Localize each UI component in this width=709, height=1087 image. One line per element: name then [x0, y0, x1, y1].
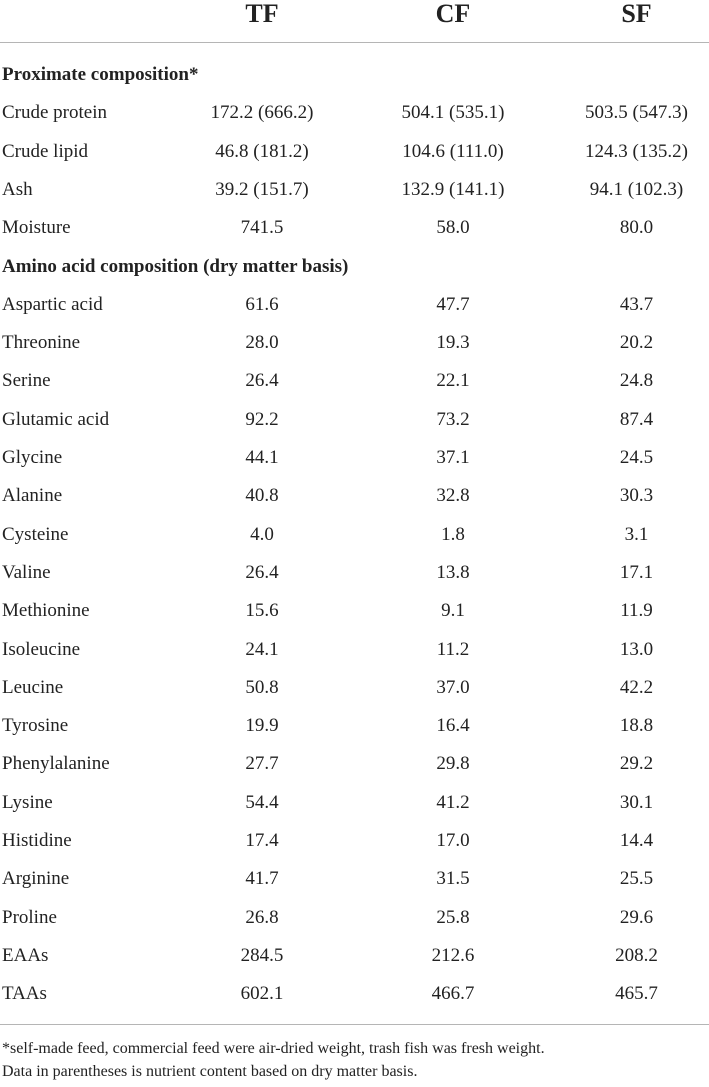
- cell-cf: 13.8: [436, 561, 470, 583]
- row-label: TAAs: [2, 983, 47, 1005]
- cell-tf: 172.2 (666.2): [210, 102, 314, 124]
- footnote: [2, 1037, 707, 1083]
- row-label: Isoleucine: [2, 638, 81, 660]
- cell-cf: 16.4: [436, 715, 470, 737]
- table-row: [0, 554, 709, 592]
- table-row: [0, 286, 709, 324]
- cell-sf: 30.3: [619, 485, 654, 507]
- table-row: [0, 592, 709, 630]
- row-label: Moisture: [2, 217, 71, 239]
- cell-tf: 92.2: [245, 408, 279, 430]
- footnote-line: Data in parentheses is nutrient content based on dry matter basis.: [2, 1063, 418, 1080]
- row-label: Proline: [2, 906, 57, 928]
- row-label: Leucine: [2, 676, 64, 698]
- cell-tf: 40.8: [245, 485, 279, 507]
- cell-sf: 24.8: [619, 370, 654, 392]
- row-label: Crude lipid: [2, 140, 89, 162]
- row-label: Glutamic acid: [2, 408, 110, 430]
- cell-cf: 25.8: [436, 906, 470, 928]
- cell-sf: 42.2: [619, 676, 654, 698]
- cell-sf: 80.0: [619, 217, 654, 239]
- row-label: Arginine: [2, 868, 70, 890]
- header-tf: TF: [245, 0, 279, 28]
- table-row: [0, 899, 709, 937]
- cell-sf: 24.5: [619, 447, 654, 468]
- cell-sf: 17.1: [619, 561, 654, 583]
- cell-cf: 104.6 (111.0): [402, 140, 504, 162]
- cell-sf: 13.0: [619, 638, 654, 660]
- table-row: [0, 975, 709, 1013]
- cell-sf: 87.4: [619, 408, 654, 430]
- cell-cf: 17.0: [436, 830, 470, 851]
- cell-sf: 18.8: [619, 715, 654, 737]
- header-sf: SF: [621, 0, 652, 28]
- row-label: Histidine: [2, 830, 72, 851]
- row-label: Lysine: [2, 791, 53, 813]
- cell-sf: 124.3 (135.2): [585, 140, 688, 162]
- cell-sf: 11.9: [620, 600, 653, 622]
- row-label: Serine: [2, 370, 51, 392]
- footnote-line: *self-made feed, commercial feed were air-dried weight, trash fish was fresh weight.: [2, 1040, 545, 1057]
- cell-tf: 15.6: [245, 600, 279, 622]
- cell-cf: 466.7: [431, 983, 475, 1005]
- cell-tf: 4.0: [250, 523, 274, 545]
- cell-cf: 32.8: [436, 485, 470, 507]
- cell-cf: 31.5: [436, 868, 470, 890]
- row-label: Cysteine: [2, 523, 69, 545]
- cell-tf: 28.0: [245, 332, 279, 354]
- table-row: [0, 94, 709, 132]
- table-row: [0, 324, 709, 362]
- cell-sf: 30.1: [619, 791, 654, 813]
- cell-tf: 284.5: [240, 944, 284, 966]
- cell-tf: 602.1: [240, 983, 284, 1005]
- row-label: Alanine: [2, 485, 63, 507]
- row-label: Phenylalanine: [2, 753, 110, 775]
- cell-tf: 54.4: [245, 791, 279, 813]
- cell-tf: 19.9: [245, 715, 279, 737]
- table-row: [0, 477, 709, 515]
- cell-sf: 20.2: [619, 332, 654, 354]
- row-label: Tyrosine: [2, 715, 69, 737]
- section-title: Amino acid composition (dry matter basis): [2, 255, 349, 277]
- cell-sf: 29.6: [619, 906, 654, 928]
- cell-cf: 212.6: [431, 944, 475, 966]
- row-label: Crude protein: [2, 102, 108, 124]
- cell-tf: 44.1: [245, 447, 279, 468]
- row-label: Methionine: [2, 600, 90, 622]
- cell-tf: 27.7: [245, 753, 279, 775]
- cell-tf: 41.7: [245, 868, 279, 890]
- cell-sf: 29.2: [619, 753, 654, 775]
- cell-sf: 25.5: [619, 868, 654, 890]
- table-row: [0, 516, 709, 554]
- cell-cf: 37.0: [436, 676, 470, 698]
- table-row: [0, 707, 709, 745]
- row-label: Glycine: [2, 447, 63, 468]
- cell-cf: 1.8: [441, 523, 465, 545]
- cell-cf: 504.1 (535.1): [401, 102, 505, 124]
- cell-tf: 26.8: [245, 906, 279, 928]
- table-row: [0, 669, 709, 707]
- cell-tf: 61.6: [245, 293, 279, 315]
- cell-tf: 741.5: [240, 217, 284, 239]
- cell-tf: 24.1: [245, 638, 279, 660]
- header-cf: CF: [435, 0, 471, 28]
- table-row: [0, 439, 709, 477]
- row-label: Valine: [2, 561, 51, 583]
- cell-cf: 41.2: [436, 791, 470, 813]
- table-row: [0, 937, 709, 975]
- cell-cf: 73.2: [436, 408, 470, 430]
- header-rule: [0, 42, 709, 43]
- cell-sf: 43.7: [619, 293, 654, 315]
- row-label: Aspartic acid: [2, 293, 103, 315]
- table-row: [0, 631, 709, 669]
- row-label: Threonine: [2, 332, 81, 354]
- table-row: [0, 784, 709, 822]
- row-label: Ash: [2, 178, 33, 200]
- cell-tf: 46.8 (181.2): [215, 140, 309, 162]
- table-row: [0, 209, 709, 247]
- cell-tf: 17.4: [245, 830, 279, 851]
- cell-tf: 26.4: [245, 370, 279, 392]
- cell-cf: 37.1: [436, 447, 470, 468]
- table-row: [0, 171, 709, 209]
- table-row: [0, 745, 709, 783]
- cell-tf: 39.2 (151.7): [215, 178, 309, 200]
- cell-sf: 94.1 (102.3): [589, 178, 684, 200]
- cell-cf: 19.3: [436, 332, 470, 354]
- table-row: [0, 822, 709, 860]
- section-heading: [0, 56, 709, 94]
- cell-cf: 9.1: [441, 600, 465, 622]
- cell-cf: 11.2: [436, 638, 470, 660]
- row-label: EAAs: [2, 944, 49, 966]
- section-heading: [0, 248, 709, 286]
- table-row: [0, 362, 709, 400]
- table-header: [0, 0, 709, 42]
- table-row: [0, 401, 709, 439]
- section-title: Proximate composition*: [2, 64, 199, 85]
- cell-cf: 22.1: [436, 370, 470, 392]
- table-row: [0, 860, 709, 898]
- cell-tf: 50.8: [245, 676, 279, 698]
- cell-tf: 26.4: [245, 561, 279, 583]
- cell-cf: 132.9 (141.1): [401, 178, 505, 200]
- cell-sf: 503.5 (547.3): [585, 102, 688, 124]
- cell-sf: 208.2: [615, 944, 658, 966]
- bottom-rule: [0, 1024, 709, 1025]
- cell-sf: 14.4: [619, 830, 654, 851]
- cell-cf: 29.8: [436, 753, 470, 775]
- cell-cf: 47.7: [436, 293, 470, 315]
- cell-sf: 3.1: [624, 523, 649, 545]
- table-row: [0, 133, 709, 171]
- cell-sf: 465.7: [615, 983, 658, 1005]
- cell-cf: 58.0: [436, 217, 470, 239]
